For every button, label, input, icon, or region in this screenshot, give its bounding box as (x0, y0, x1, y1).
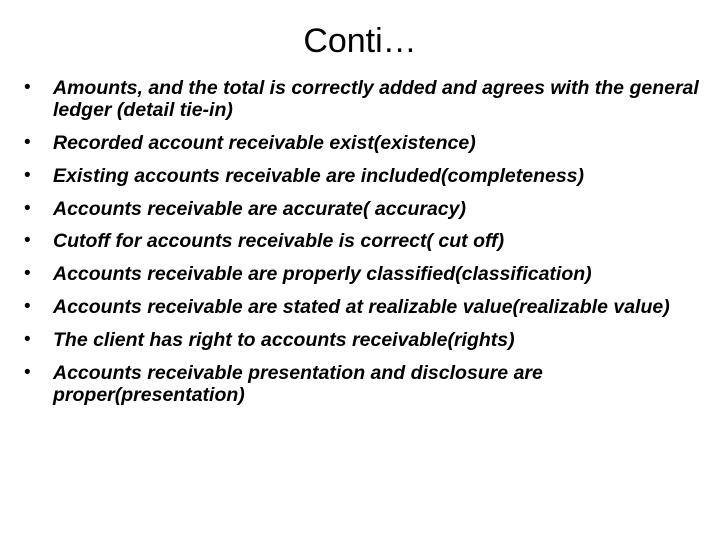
bullet-text: Accounts receivable are accurate( accuracy) (53, 197, 466, 220)
bullet-text: Accounts receivable are properly classified(classification) (53, 263, 592, 286)
bullet-text: Cutoff for accounts receivable is correct( cut off) (53, 230, 505, 253)
bullet-text: Amounts, and the total is correctly added and agrees with the general ledger (detail tie-in) (53, 77, 699, 122)
bullet-list (22, 77, 712, 417)
bullet-icon: • (24, 328, 31, 350)
bullet-icon: • (24, 132, 31, 154)
bullet-item (22, 296, 712, 318)
bullet-text: The client has right to accounts receivable(rights) (53, 328, 515, 351)
bullet-icon: • (24, 296, 31, 318)
bullet-item (22, 198, 712, 220)
bullet-icon: • (24, 230, 31, 252)
bullet-icon: • (24, 77, 31, 98)
bullet-item (22, 132, 712, 154)
bullet-item (22, 77, 712, 122)
slide-title: Conti… (303, 22, 417, 60)
bullet-item (22, 165, 712, 187)
bullet-icon: • (24, 197, 31, 219)
bullet-item (22, 362, 712, 407)
bullet-item (22, 230, 712, 252)
bullet-icon: • (24, 164, 31, 186)
bullet-text: Existing accounts receivable are included(completeness) (53, 164, 585, 187)
bullet-text: Recorded account receivable exist(existence) (53, 132, 476, 155)
bullet-icon: • (24, 361, 31, 383)
bullet-text: Accounts receivable are stated at realizable value(realizable value) (53, 296, 670, 319)
bullet-item (22, 329, 712, 351)
bullet-icon: • (24, 263, 31, 285)
bullet-text: Accounts receivable presentation and disclosure are proper(presentation) (53, 361, 543, 406)
bullet-item (22, 263, 712, 285)
